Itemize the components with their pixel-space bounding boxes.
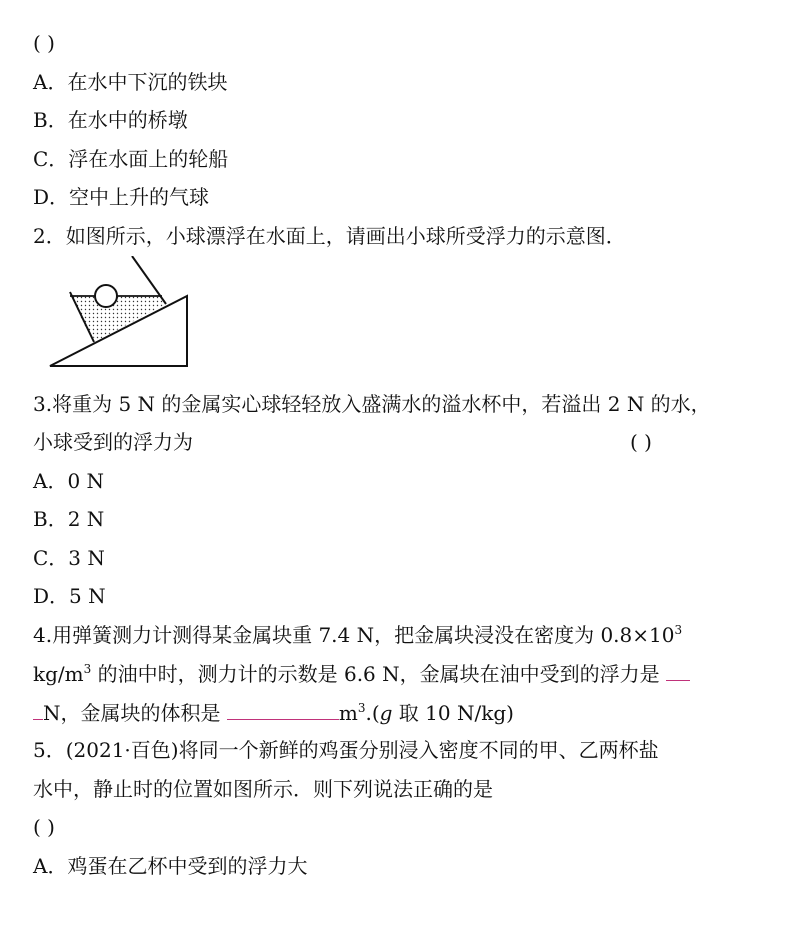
q4-line3-tail: 取 10 N/kg)	[392, 701, 514, 725]
q1-answer-paren: ( )	[33, 31, 55, 55]
q4-line3	[33, 699, 514, 726]
ball	[95, 285, 117, 307]
q4-buoyancy-blank-end[interactable]	[33, 699, 43, 720]
q4-volume-blank[interactable]	[227, 699, 339, 720]
q5-line2: 水中，静止时的位置如图所示．则下列说法正确的是	[33, 777, 493, 801]
q4-unit-sup: 3	[83, 662, 92, 676]
q4-volume-unit-sup: 3	[357, 701, 366, 715]
q4-g-symbol: g	[379, 701, 393, 725]
q4-line2	[33, 660, 690, 687]
q4-line3-text: N，金属块的体积是	[43, 701, 227, 725]
q4-unit: kg/m	[33, 662, 84, 686]
q1-option-c: C．浮在水面上的轮船	[33, 147, 229, 171]
q3-option-a: A．0 N	[33, 469, 105, 493]
q2-text: 2．如图所示，小球漂浮在水面上，请画出小球所受浮力的示意图．	[33, 224, 626, 248]
q3-option-b: B．2 N	[33, 507, 105, 531]
q1-option-a: A．在水中下沉的铁块	[33, 70, 228, 94]
q3-option-c: C．3 N	[33, 546, 105, 570]
q3-line2: 小球受到的浮力为	[33, 430, 193, 454]
water-body	[72, 296, 166, 341]
q4-line1-sup: 3	[674, 623, 683, 637]
q4-line2-text: 的油中时，测力计的示数是 6.6 N，金属块在油中受到的浮力是	[91, 662, 667, 686]
q3-answer-paren: ( )	[630, 430, 652, 454]
q1-option-b: B．在水中的桥墩	[33, 108, 188, 132]
q4-line3-paren-open: .(	[365, 701, 380, 725]
q3-option-d: D．5 N	[33, 584, 106, 608]
q4-line1-text: 4.用弹簧测力计测得某金属块重 7.4 N，把金属块浸没在密度为 0.8×10	[33, 623, 675, 647]
q1-option-d: D．空中上升的气球	[33, 185, 210, 209]
q4-line1	[33, 622, 682, 648]
q4-buoyancy-blank-start[interactable]	[666, 660, 690, 681]
q5-option-a: A．鸡蛋在乙杯中受到的浮力大	[33, 854, 308, 878]
q3-line1: 3.将重为 5 N 的金属实心球轻轻放入盛满水的溢水杯中，若溢出 2 N 的水，	[33, 392, 711, 416]
q4-volume-unit: m	[338, 701, 358, 725]
q5-line1: 5．(2021·百色)将同一个新鲜的鸡蛋分别浸入密度不同的甲、乙两杯盐	[33, 738, 659, 762]
floating-ball-figure	[48, 256, 193, 370]
q5-answer-paren: ( )	[33, 815, 55, 839]
